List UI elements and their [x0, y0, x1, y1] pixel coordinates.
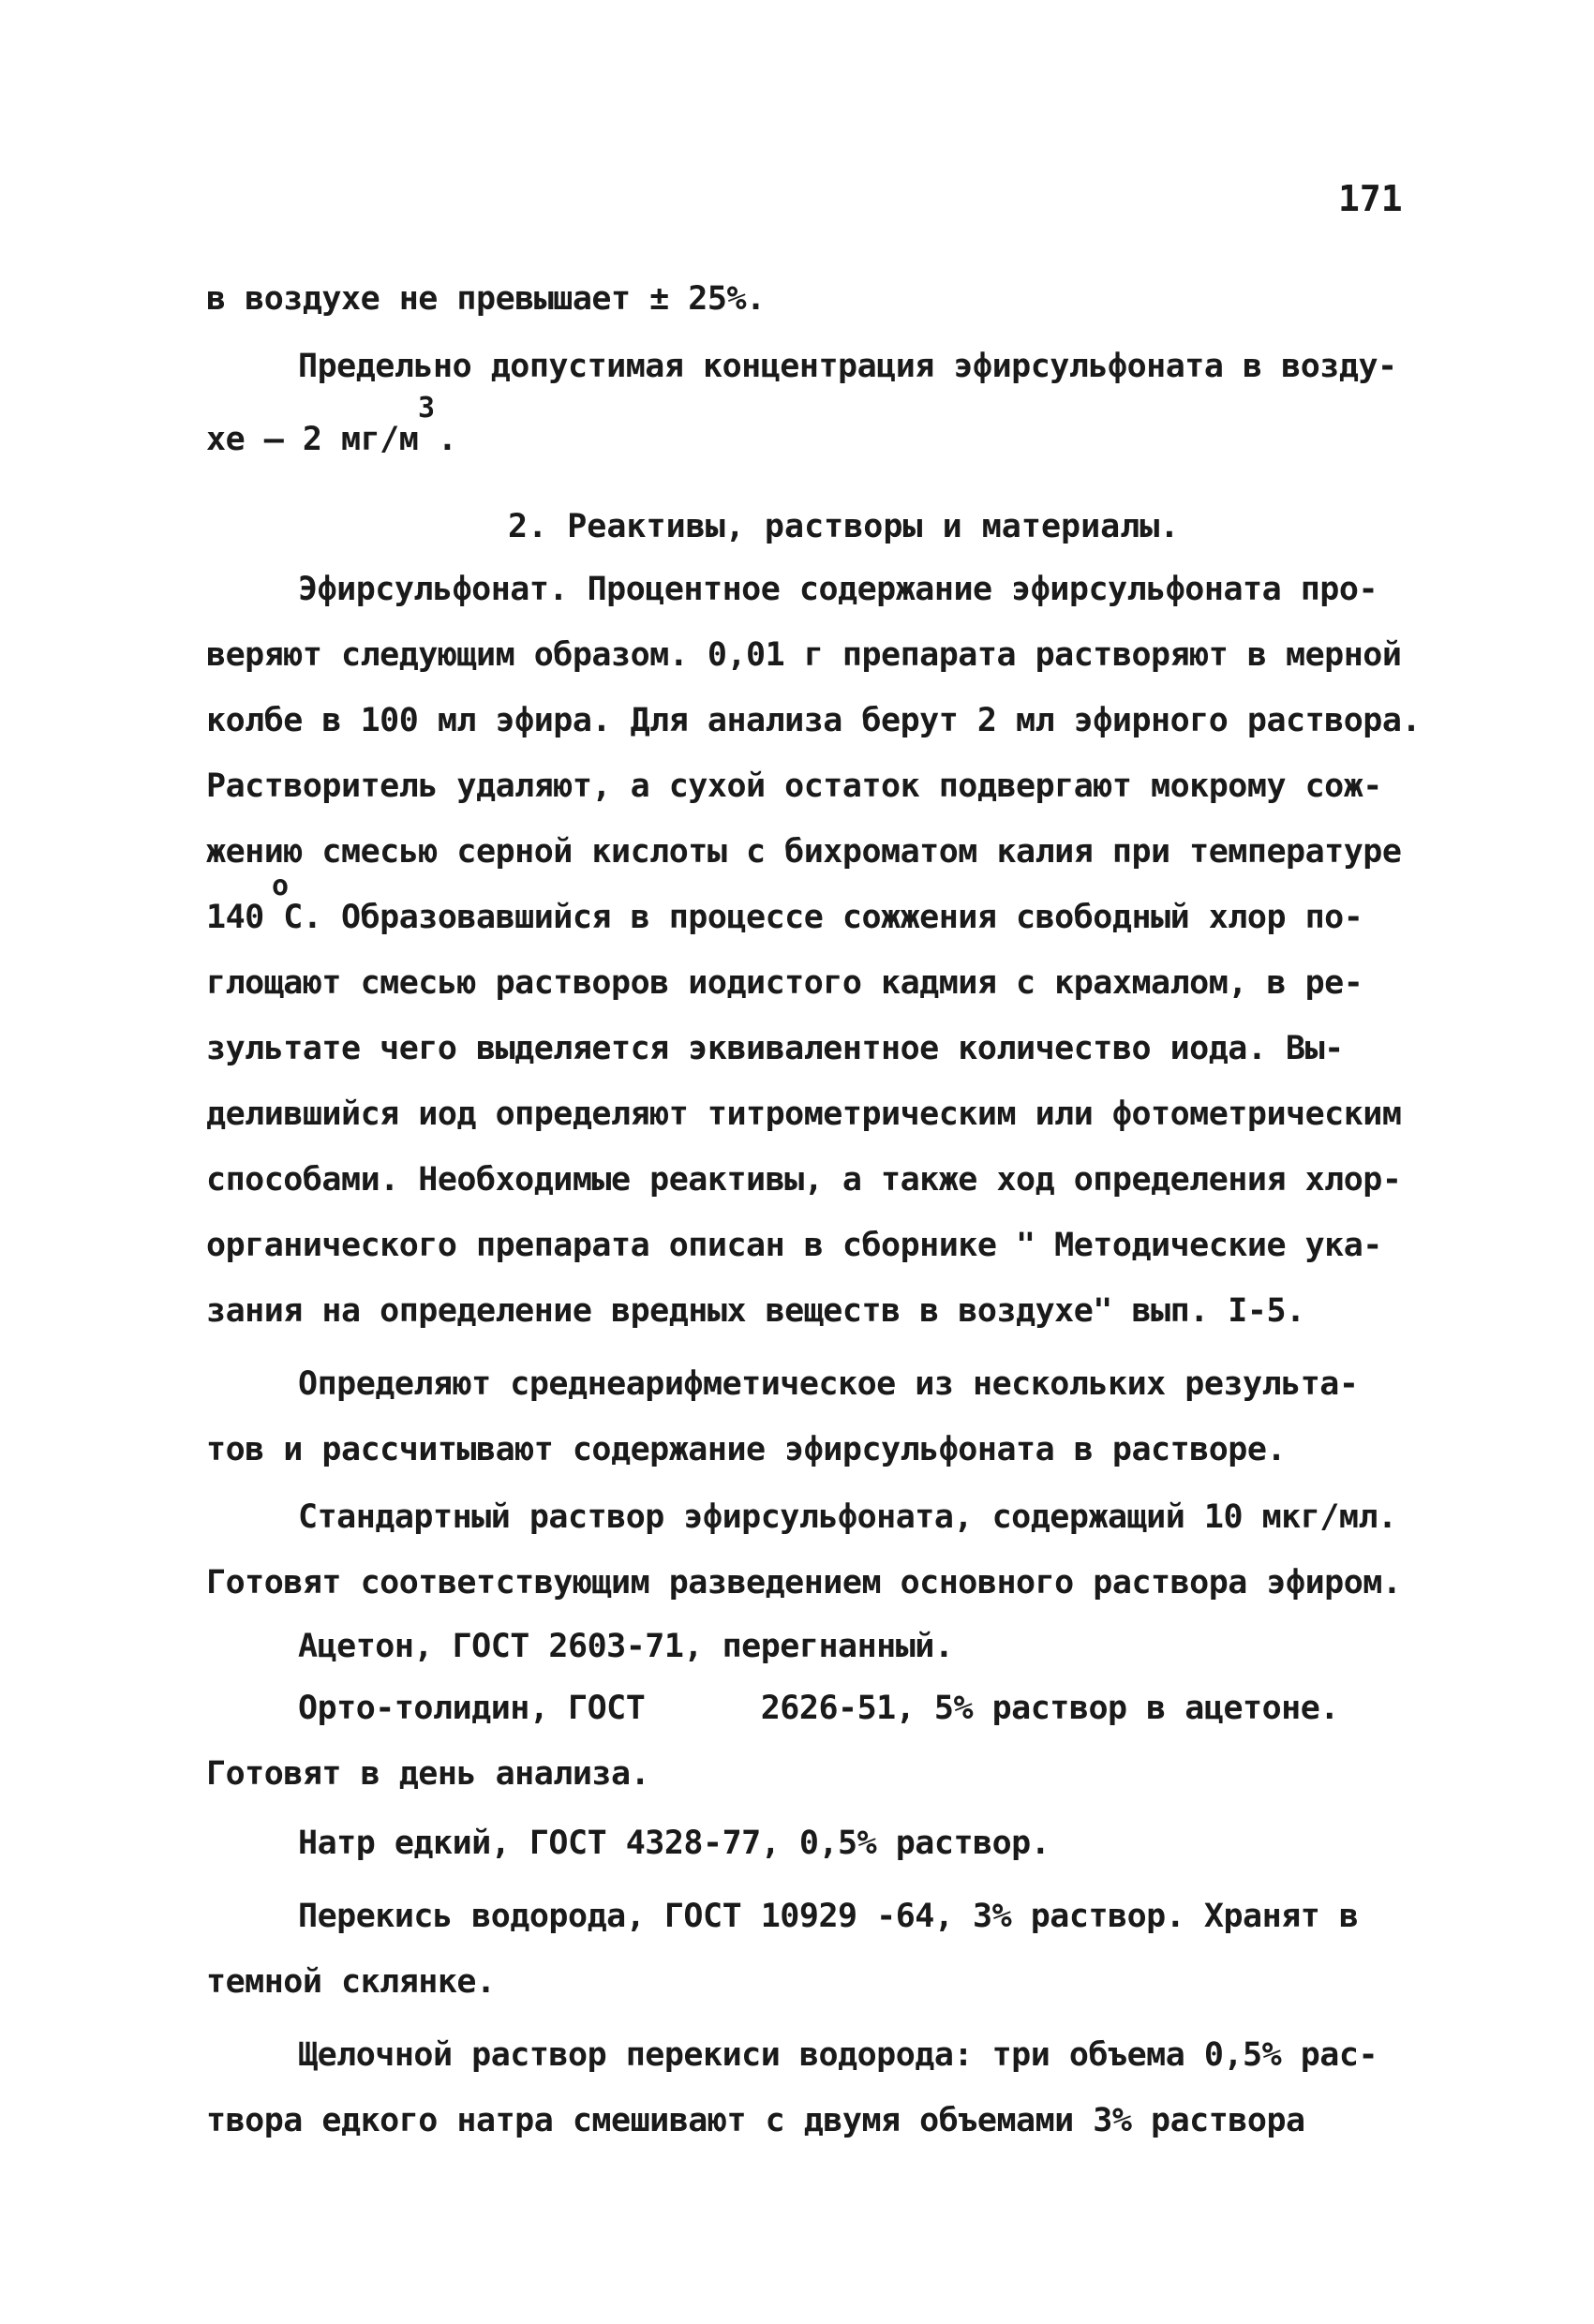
text-line: в воздухе не превышает ± 25%. [206, 280, 766, 318]
text-line: хе – 2 мг/м . [206, 421, 457, 458]
text-line: Определяют среднеарифметическое из нескольких результа- [298, 1365, 1359, 1403]
superscript-degree: o [272, 870, 290, 902]
page-number: 171 [1338, 178, 1403, 219]
text-line: глощают смесью растворов иодистого кадмия с крахмалом, в ре- [206, 964, 1363, 1002]
text-line: темной склянке. [206, 1963, 496, 2001]
superscript-cube: 3 [418, 392, 436, 425]
text-line: Готовят в день анализа. [206, 1755, 650, 1793]
text-line: Ацетон, ГОСТ 2603-71, перегнанный. [298, 1628, 954, 1665]
text-line: органического препарата описан в сборнике " Методические ука- [206, 1227, 1382, 1264]
text-line: Эфирсульфонат. Процентное содержание эфирсульфоната про- [298, 571, 1378, 608]
text-line: жению смесью серной кислоты с бихроматом калия при температуре [206, 833, 1402, 871]
text-line: Орто-толидин, ГОСТ 2626-51, 5% раствор в ацетоне. [298, 1690, 1339, 1727]
text-line: веряют следующим образом. 0,01 г препарата растворяют в мерной [206, 636, 1402, 674]
text-line: зания на определение вредных веществ в воздухе" вып. I-5. [206, 1292, 1305, 1330]
text-line: делившийся иод определяют титрометрическим или фотометрическим [206, 1095, 1402, 1133]
section-heading: 2. Реактивы, растворы и материалы. [508, 508, 1180, 545]
text-line: 140 С. Образовавшийся в процессе сожжения свободный хлор по- [206, 899, 1363, 936]
text-line: Натр едкий, ГОСТ 4328-77, 0,5% раствор. [298, 1825, 1050, 1862]
text-line: Стандартный раствор эфирсульфоната, содержащий 10 мкг/мл. [298, 1498, 1397, 1536]
text-line: способами. Необходимые реактивы, а также ход определения хлор- [206, 1161, 1402, 1199]
text-line: колбе в 100 мл эфира. Для анализа берут 2 мл эфирного раствора. [206, 702, 1422, 739]
text-line: Предельно допустимая концентрация эфирсульфоната в возду- [298, 348, 1397, 385]
text-line: тов и рассчитывают содержание эфирсульфоната в растворе. [206, 1431, 1287, 1468]
text-line: Растворитель удаляют, а сухой остаток подвергают мокрому сож- [206, 767, 1382, 805]
text-line: Готовят соответствующим разведением основного раствора эфиром. [206, 1564, 1402, 1601]
text-line: зультате чего выделяется эквивалентное количество иода. Вы- [206, 1030, 1344, 1067]
text-line: твора едкого натра смешивают с двумя объемами 3% раствора [206, 2102, 1305, 2139]
text-line: Перекись водорода, ГОСТ 10929 -64, 3% раствор. Хранят в [298, 1898, 1359, 1935]
text-line: Щелочной раствор перекиси водорода: три объема 0,5% рас- [298, 2036, 1378, 2074]
